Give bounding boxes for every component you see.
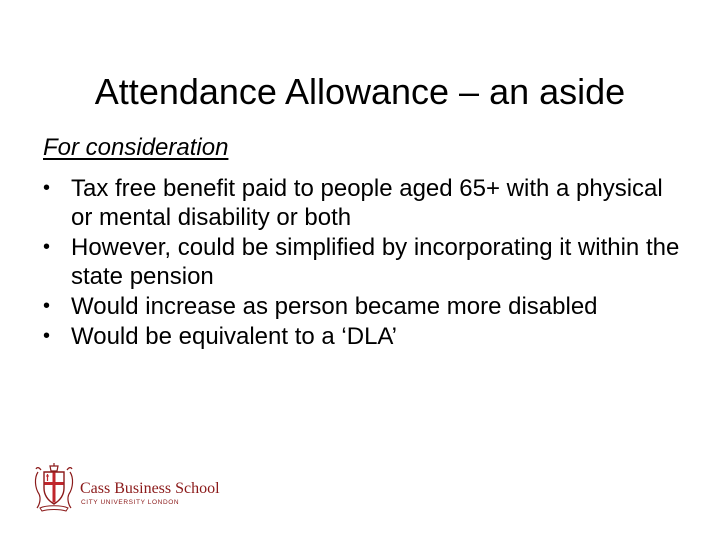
bullet-icon: • bbox=[43, 295, 51, 317]
bullet-item bbox=[43, 174, 683, 232]
bullet-icon: • bbox=[43, 236, 51, 258]
bullet-icon: • bbox=[43, 177, 51, 199]
bullet-text: Would be equivalent to a ‘DLA’ bbox=[71, 323, 397, 350]
bullet-text: However, could be simplified by incorporating it within the state pension bbox=[71, 234, 680, 290]
bullet-text: Would increase as person became more disabled bbox=[71, 293, 598, 320]
bullet-icon: • bbox=[43, 325, 51, 347]
logo-name: Cass Business School bbox=[80, 480, 220, 497]
subheading: For consideration bbox=[43, 134, 229, 161]
slide-title: Attendance Allowance – an aside bbox=[94, 71, 626, 113]
logo-subtitle: CITY UNIVERSITY LONDON bbox=[81, 499, 180, 506]
bullet-item bbox=[43, 233, 683, 291]
bullet-item bbox=[43, 292, 683, 321]
cass-logo bbox=[32, 462, 220, 514]
crest-icon bbox=[32, 462, 76, 514]
bullet-list bbox=[43, 174, 683, 352]
bullet-item bbox=[43, 322, 683, 351]
bullet-text: Tax free benefit paid to people aged 65+ with a physical or mental disability or both bbox=[71, 175, 663, 231]
